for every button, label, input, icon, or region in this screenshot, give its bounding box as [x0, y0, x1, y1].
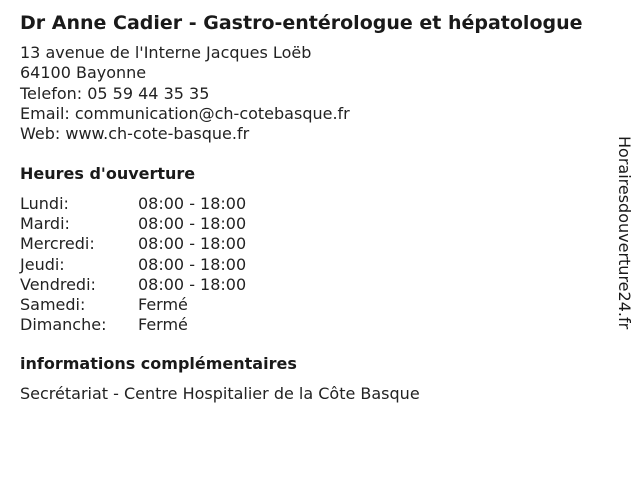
- hours-row-monday: [20, 194, 246, 214]
- additional-info-heading: informations complémentaires: [20, 354, 297, 373]
- day-label: Mercredi:: [20, 234, 95, 254]
- opening-hours-heading: Heures d'ouverture: [20, 164, 196, 183]
- hours-row-wednesday: [20, 234, 246, 254]
- day-label: Vendredi:: [20, 274, 96, 294]
- street-address: 13 avenue de l'Interne Jacques Loëb: [20, 43, 312, 62]
- day-label: Mardi:: [20, 214, 70, 234]
- time-value: 08:00 - 18:00: [138, 234, 247, 254]
- page-title: Dr Anne Cadier - Gastro-entérologue et hépatologue: [20, 12, 583, 34]
- phone-number: Telefon: 05 59 44 35 35: [20, 83, 210, 103]
- day-label: Jeudi:: [20, 254, 65, 274]
- website-address: Web: www.ch-cote-basque.fr: [20, 124, 250, 144]
- time-value: 08:00 - 18:00: [138, 254, 247, 274]
- site-watermark: Horairesdouverture24.fr: [615, 136, 634, 330]
- time-value: 08:00 - 18:00: [138, 214, 247, 234]
- time-value: Fermé: [138, 295, 188, 315]
- hours-row-friday: [20, 275, 246, 295]
- email-address: Email: communication@ch-cotebasque.fr: [20, 103, 350, 123]
- day-label: Lundi:: [20, 194, 69, 213]
- time-value: 08:00 - 18:00: [138, 274, 247, 294]
- time-value: 08:00 - 18:00: [138, 194, 247, 213]
- opening-hours-list: [20, 194, 246, 335]
- hours-row-thursday: [20, 255, 246, 275]
- day-label: Dimanche:: [20, 315, 107, 335]
- hours-row-sunday: [20, 315, 246, 335]
- hours-row-saturday: [20, 295, 246, 315]
- additional-info-text: Secrétariat - Centre Hospitalier de la Côte Basque: [20, 384, 420, 403]
- day-label: Samedi:: [20, 295, 86, 315]
- contact-block: [20, 43, 350, 144]
- time-value: Fermé: [138, 315, 188, 335]
- hours-row-tuesday: [20, 214, 246, 234]
- city-address: 64100 Bayonne: [20, 63, 147, 83]
